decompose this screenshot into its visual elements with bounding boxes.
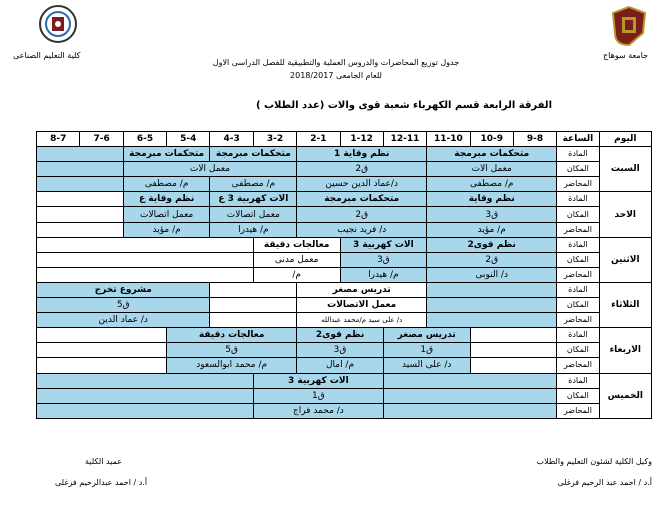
cell: م/ هيدرا (340, 267, 427, 282)
cell (37, 177, 124, 192)
cell (383, 403, 556, 418)
cell (37, 343, 167, 358)
cell: تدريس مصغر (297, 282, 427, 297)
university-name: جامعة سوهاج (603, 51, 649, 60)
slot-header: 9-8 (513, 132, 556, 147)
title-line-2: للعام الجامعى 2018/2017 (290, 71, 382, 80)
cell: متحكمات مبرمجة (427, 147, 557, 162)
table-row (37, 343, 652, 358)
slot-header: 11-10 (427, 132, 470, 147)
row-label: المكان (557, 298, 599, 313)
table-row (37, 222, 652, 237)
faculty-logo (38, 4, 78, 44)
slot-header: 7-6 (80, 132, 123, 147)
cell (37, 388, 254, 403)
table-row (37, 207, 652, 222)
cell (37, 373, 254, 388)
cell: م/ مصطفى (427, 177, 557, 192)
table-row (37, 282, 652, 297)
cell: متحكمات مبرمجة (210, 147, 297, 162)
cell: نظم وقاية ع (123, 192, 210, 207)
cell (37, 403, 254, 418)
hour-header: الساعة (557, 132, 599, 147)
table-row (37, 237, 652, 252)
cell (37, 192, 124, 207)
faculty-name: كلية التعليم الصناعى (13, 51, 81, 60)
row-label: المكان (557, 388, 599, 403)
cell: ق2 (297, 207, 427, 222)
table-row (37, 403, 652, 418)
table-row (37, 147, 652, 162)
table-row (37, 328, 652, 343)
table-row (37, 313, 652, 328)
cell: الات كهربية 3 (253, 373, 383, 388)
row-label: المادة (557, 328, 599, 343)
cell (470, 328, 557, 343)
dean-name: أ.د / احمد عبدالرحيم فرغلى (55, 478, 148, 487)
cell (383, 373, 556, 388)
cell: نظم وقاية (427, 192, 557, 207)
cell: معمل الات (427, 162, 557, 177)
cell: م/ مصطفى (210, 177, 297, 192)
cell: الات كهربية 3 (340, 237, 427, 252)
cell (37, 162, 124, 177)
cell: نظم قوى2 (427, 237, 557, 252)
row-label: المادة (557, 147, 599, 162)
slot-header: 2-1 (297, 132, 340, 147)
cell (210, 298, 297, 313)
schedule-table (36, 131, 652, 419)
cell: د/ على السيد (383, 358, 470, 373)
cell: مشروع تخرج (37, 282, 210, 297)
slot-header: 1-12 (340, 132, 383, 147)
cell: معمل الات (123, 162, 296, 177)
cell (210, 313, 297, 328)
row-label: المادة (557, 192, 599, 207)
table-row (37, 373, 652, 388)
slot-header: 6-5 (123, 132, 166, 147)
table-row (37, 267, 652, 282)
cell (210, 282, 297, 297)
cell: نظم قوى2 (297, 328, 384, 343)
cell: م/ مصطفى (123, 177, 210, 192)
cell: د/ النوبى (427, 267, 557, 282)
cell (470, 358, 557, 373)
header-row (37, 132, 652, 147)
cell: م/ مؤيد (427, 222, 557, 237)
cell: د/ محمد فراج (253, 403, 383, 418)
cell: ق3 (340, 252, 427, 267)
cell: تدريس مصغر (383, 328, 470, 343)
row-label: المكان (557, 343, 599, 358)
cell: د/عماد الدين حسين (297, 177, 427, 192)
cell: متحكمات مبرمجة (297, 192, 427, 207)
cell: م/ امال (297, 358, 384, 373)
row-label: المكان (557, 207, 599, 222)
cell (427, 313, 557, 328)
cell: م/ هيدرا (210, 222, 297, 237)
row-label: المحاضر (557, 403, 599, 418)
vice-dean-name: أ.د / احمد عبد الرحيم فرغلى (557, 478, 652, 487)
cell (37, 147, 124, 162)
slot-header: 4-3 (210, 132, 253, 147)
cell (427, 298, 557, 313)
day-thursday: الخميس (599, 373, 651, 419)
day-saturday: السبت (599, 147, 651, 192)
row-label: المحاضر (557, 177, 599, 192)
cell (383, 388, 556, 403)
cell: م/ محمد ابوالسعود (167, 358, 297, 373)
cell: ق5 (167, 343, 297, 358)
vice-dean-title: وكيل الكلية لشئون التعليم والطلاب (536, 457, 652, 466)
cell (37, 328, 167, 343)
table-row (37, 388, 652, 403)
cell: ق2 (297, 162, 427, 177)
slot-header: 3-2 (253, 132, 296, 147)
row-label: المكان (557, 162, 599, 177)
cell: معمل مدنى (253, 252, 340, 267)
cell (37, 207, 124, 222)
row-label: المادة (557, 373, 599, 388)
cell (37, 252, 254, 267)
slot-header: 5-4 (167, 132, 210, 147)
cell (427, 282, 557, 297)
row-label: المحاضر (557, 267, 599, 282)
slot-header: 12-11 (383, 132, 426, 147)
table-row (37, 162, 652, 177)
table-row (37, 358, 652, 373)
row-label: المادة (557, 282, 599, 297)
cell: د/ عماد الدين (37, 313, 210, 328)
title-line-1: جدول توزيع المحاضرات والدروس العملية والتطبيقية للفصل الدراسى الاول (212, 58, 460, 67)
cell: ق5 (37, 298, 210, 313)
row-label: المحاضر (557, 313, 599, 328)
day-header: اليوم (599, 132, 651, 147)
table-row (37, 192, 652, 207)
cell: معمل الاتصالات (297, 298, 427, 313)
day-sunday: الاحد (599, 192, 651, 237)
cell: م/ (253, 267, 340, 282)
cell (37, 358, 167, 373)
cell: نظم وقاية 1 (297, 147, 427, 162)
cell: ق3 (427, 207, 557, 222)
cell (37, 267, 254, 282)
cell: ق3 (297, 343, 384, 358)
day-tuesday: الثلاثاء (599, 282, 651, 327)
day-wednesday: الاربعاء (599, 328, 651, 373)
cell: معالجات دقيقة (253, 237, 340, 252)
table-row (37, 252, 652, 267)
row-label: المادة (557, 237, 599, 252)
cell: معمل اتصالات (123, 207, 210, 222)
cell: معالجات دقيقة (167, 328, 297, 343)
cell: متحكمات مبرمجة (123, 147, 210, 162)
cell: م/ مؤيد (123, 222, 210, 237)
slot-header: 8-7 (37, 132, 80, 147)
cell: د/ على سيد م/محمد عبدالله (297, 313, 427, 328)
table-row (37, 177, 652, 192)
cell: ق1 (383, 343, 470, 358)
cell (470, 343, 557, 358)
cell: الات كهربية 3 ع (210, 192, 297, 207)
row-label: المحاضر (557, 358, 599, 373)
row-label: المكان (557, 252, 599, 267)
row-label: المحاضر (557, 222, 599, 237)
dean-title: عميد الكلية (85, 457, 122, 466)
cell (37, 222, 124, 237)
slot-header: 10-9 (470, 132, 513, 147)
cell: د/ فريد نجيب (297, 222, 427, 237)
table-row (37, 298, 652, 313)
cell: ق1 (253, 388, 383, 403)
day-monday: الاثنين (599, 237, 651, 282)
class-subtitle: الفرقة الرابعة قسم الكهرباء شعبة قوى والات (عدد الطلاب ) (255, 100, 552, 111)
cell: ق2 (427, 252, 557, 267)
cell: معمل اتصالات (210, 207, 297, 222)
cell (37, 237, 254, 252)
university-logo (610, 5, 648, 47)
